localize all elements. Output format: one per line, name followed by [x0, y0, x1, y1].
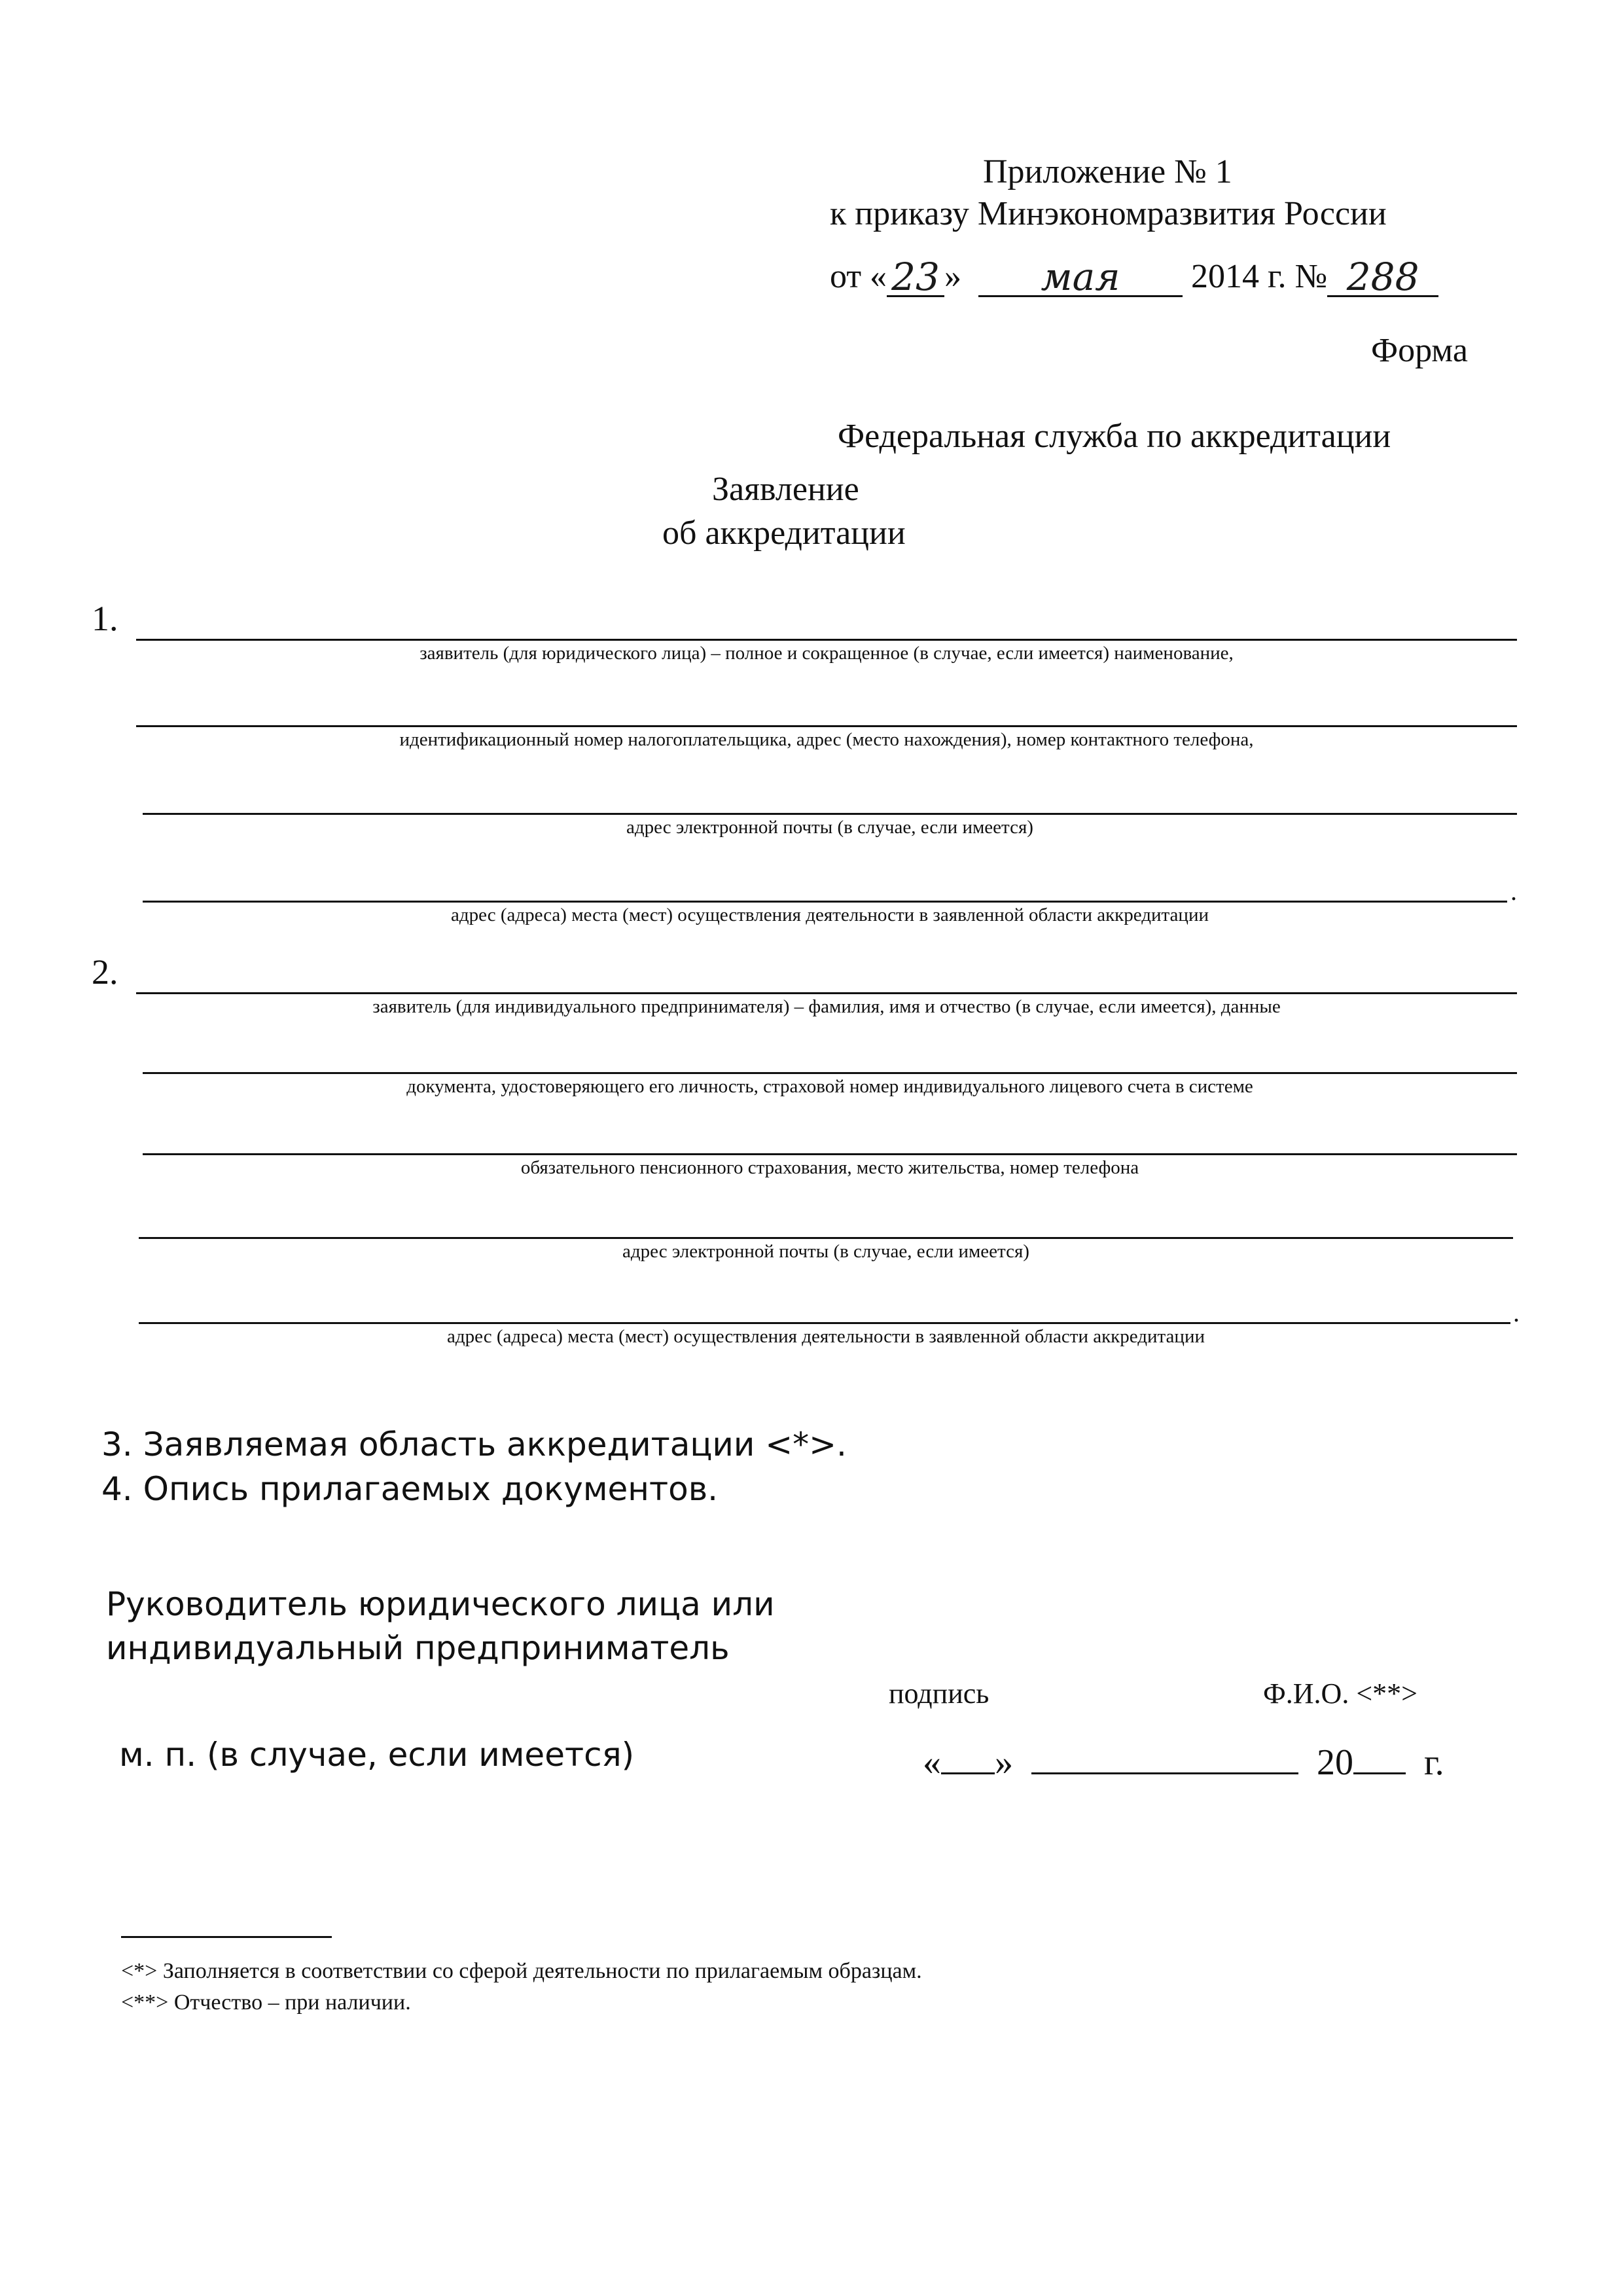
- footnote-1: <*> Заполняется в соответствии со сферой деятельности по прилагаемым образцам.: [121, 1959, 922, 1983]
- signature-label: подпись: [889, 1677, 990, 1710]
- order-reference: к приказу Минэкономразвития России: [830, 195, 1387, 232]
- year-suffix: г.: [1424, 1742, 1444, 1783]
- order-number-field: [1327, 255, 1438, 300]
- date-open-quote: «: [923, 1742, 941, 1783]
- section-1-number: 1.: [92, 599, 118, 638]
- date-close-quote: »: [995, 1742, 1013, 1783]
- stamp-place-label: м. п. (в случае, если имеется): [119, 1736, 635, 1774]
- footnote-2: <**> Отчество – при наличии.: [121, 1990, 411, 2015]
- section-1-caption-2: идентификационный номер налогоплательщика, адрес (место нахождения), номер контактного телефона,: [399, 729, 1254, 750]
- section-1-line-3[interactable]: [143, 813, 1517, 815]
- section-1-line-2[interactable]: [136, 725, 1517, 727]
- section-2-end-mark: .: [1513, 1298, 1520, 1327]
- section-1-caption-4: адрес (адреса) места (мест) осуществления деятельности в заявленной области аккредитации: [450, 905, 1209, 925]
- signature-date: [923, 1742, 1444, 1781]
- section-2-line-1[interactable]: [136, 992, 1517, 994]
- signatory-title-line-2: индивидуальный предприниматель: [106, 1629, 730, 1667]
- document-subtitle: об аккредитации: [662, 514, 906, 552]
- date-day-value: 23: [891, 255, 940, 300]
- form-label: Форма: [1371, 332, 1468, 369]
- section-1-line-4[interactable]: [143, 901, 1507, 903]
- section-1-caption-3: адрес электронной почты (в случае, если имеется): [626, 817, 1033, 838]
- date-day-blank[interactable]: [941, 1742, 995, 1774]
- date-year-blank[interactable]: [1353, 1742, 1406, 1774]
- year-prefix: 20: [1317, 1742, 1353, 1783]
- section-2-caption-5: адрес (адреса) места (мест) осуществления деятельности в заявленной области аккредитации: [446, 1326, 1205, 1347]
- section-2-caption-1: заявитель (для индивидуального предпринимателя) – фамилия, имя и отчество (в случае, если имеется), данные: [372, 996, 1281, 1017]
- date-month-blank[interactable]: [1031, 1742, 1298, 1774]
- date-day-field: [887, 255, 944, 300]
- signatory-title-line-1: Руководитель юридического лица или: [106, 1585, 775, 1623]
- section-2-line-4[interactable]: [139, 1237, 1513, 1239]
- section-2-number: 2.: [92, 952, 118, 992]
- section-2-caption-4: адрес электронной почты (в случае, если имеется): [622, 1241, 1029, 1262]
- footnote-separator: [121, 1936, 332, 1938]
- order-date-line: [830, 255, 1438, 300]
- appendix-title: Приложение № 1: [983, 153, 1232, 190]
- date-month-field: [978, 255, 1183, 300]
- date-prefix: от «: [830, 258, 887, 295]
- section-2-line-2[interactable]: [143, 1072, 1517, 1074]
- section-2-line-5[interactable]: [139, 1322, 1510, 1324]
- service-name: Федеральная служба по аккредитации: [838, 418, 1391, 455]
- date-quote-close: »: [944, 258, 962, 295]
- full-name-label: Ф.И.О. <**>: [1263, 1677, 1418, 1710]
- section-2-caption-3: обязательного пенсионного страхования, место жительства, номер телефона: [520, 1157, 1139, 1178]
- document-title: Заявление: [712, 471, 859, 508]
- order-number-value: 288: [1346, 255, 1419, 300]
- section-2-caption-2: документа, удостоверяющего его личность, страховой номер индивидуального лицевого счета в системе: [406, 1076, 1253, 1097]
- section-1-line-1[interactable]: [136, 639, 1517, 641]
- section-1-end-mark: .: [1510, 876, 1517, 906]
- item-4-document-inventory: 4. Опись прилагаемых документов.: [101, 1470, 719, 1508]
- item-3-accreditation-scope: 3. Заявляемая область аккредитации <*>.: [101, 1426, 847, 1463]
- section-2-line-3[interactable]: [143, 1153, 1517, 1155]
- section-1-caption-1: заявитель (для юридического лица) – полное и сокращенное (в случае, если имеется) наименование,: [419, 643, 1234, 664]
- date-year: 2014 г. №: [1191, 258, 1328, 295]
- date-month-value: мая: [1041, 255, 1120, 300]
